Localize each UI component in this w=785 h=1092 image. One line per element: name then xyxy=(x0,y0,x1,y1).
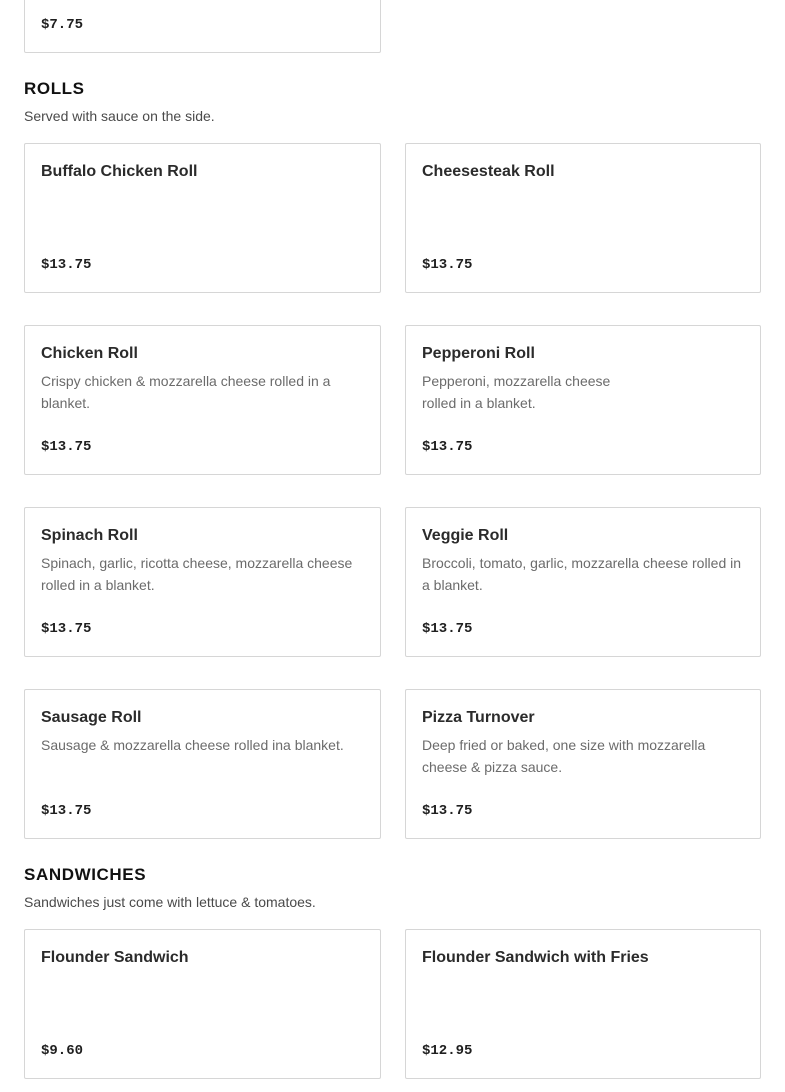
item-price: $13.75 xyxy=(422,439,473,455)
menu-item-card[interactable] xyxy=(24,689,381,839)
item-description: Pepperoni, mozzarella cheese rolled in a blanket. xyxy=(422,373,611,411)
item-name: Pepperoni Roll xyxy=(422,345,535,362)
item-price: $13.75 xyxy=(41,257,92,273)
menu-item-card[interactable] xyxy=(24,143,381,293)
item-description: Broccoli, tomato, garlic, mozzarella cheese rolled in a blanket. xyxy=(422,555,742,593)
menu-item-card[interactable] xyxy=(405,325,761,475)
item-name: Veggie Roll xyxy=(422,527,509,544)
item-name: Pizza Turnover xyxy=(422,709,535,726)
item-description: Sausage & mozzarella cheese rolled ina blanket. xyxy=(41,737,344,753)
item-price: $13.75 xyxy=(41,621,92,637)
menu-item-card[interactable] xyxy=(405,929,761,1079)
item-description: Spinach, garlic, ricotta cheese, mozzarella cheese rolled in a blanket. xyxy=(41,555,353,593)
item-price: $13.75 xyxy=(41,439,92,455)
section-title-rolls: ROLLS xyxy=(24,79,85,98)
item-price: $13.75 xyxy=(422,257,473,273)
item-price: $9.60 xyxy=(41,1043,84,1059)
item-description: Deep fried or baked, one size with mozzarella cheese & pizza sauce. xyxy=(422,737,706,775)
menu-item-card[interactable] xyxy=(24,507,381,657)
menu-item-card[interactable] xyxy=(24,0,381,53)
item-price: $13.75 xyxy=(422,803,473,819)
item-name: Cheesesteak Roll xyxy=(422,163,555,180)
section-subtitle-rolls: Served with sauce on the side. xyxy=(24,108,215,124)
section-title-sandwiches: SANDWICHES xyxy=(24,865,147,884)
item-name: Flounder Sandwich xyxy=(41,949,189,966)
item-name: Chicken Roll xyxy=(41,345,138,362)
item-price: $7.75 xyxy=(41,17,84,33)
item-price: $13.75 xyxy=(41,803,92,819)
item-name: Sausage Roll xyxy=(41,709,142,726)
item-name: Buffalo Chicken Roll xyxy=(41,163,198,180)
section-subtitle-sandwiches: Sandwiches just come with lettuce & tomatoes. xyxy=(24,894,316,910)
item-price: $12.95 xyxy=(422,1043,473,1059)
menu-item-card[interactable] xyxy=(405,507,761,657)
menu-item-card[interactable] xyxy=(405,689,761,839)
menu-item-card[interactable] xyxy=(24,325,381,475)
menu-item-card[interactable] xyxy=(24,929,381,1079)
item-name: Flounder Sandwich with Fries xyxy=(422,949,649,966)
menu-item-card[interactable] xyxy=(405,143,761,293)
item-description: Crispy chicken & mozzarella cheese rolled in a blanket. xyxy=(41,373,331,411)
item-name: Spinach Roll xyxy=(41,527,138,544)
item-price: $13.75 xyxy=(422,621,473,637)
